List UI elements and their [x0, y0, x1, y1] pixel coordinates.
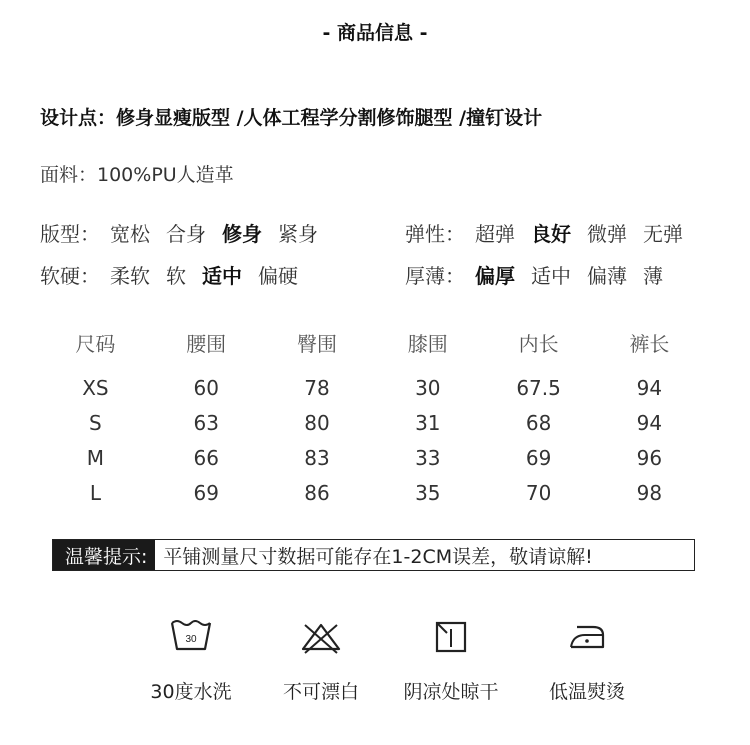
table-header-row — [40, 324, 705, 360]
fit-option: 紧身 — [278, 222, 318, 246]
table-cell: 94 — [636, 410, 663, 435]
thickness-option: 偏薄 — [587, 264, 627, 288]
table-cell: 98 — [636, 480, 663, 505]
table-cell: 69 — [193, 480, 219, 505]
elasticity-option: 无弹 — [643, 222, 683, 246]
table-cell: 66 — [193, 445, 219, 470]
table-cell: 63 — [193, 410, 219, 435]
table-cell: 70 — [525, 480, 552, 505]
table-cell: XS — [82, 375, 109, 400]
elasticity-label: 弹性： — [405, 222, 465, 246]
care-label: 低温熨烫 — [548, 681, 625, 703]
column-header: 臀围 — [296, 331, 337, 356]
table-cell: 68 — [525, 410, 552, 435]
table-cell: 96 — [636, 445, 663, 470]
tip-label: 温馨提示: — [53, 540, 155, 570]
softness-option: 偏硬 — [258, 264, 298, 288]
table-cell: S — [89, 410, 102, 435]
elasticity-option-selected: 良好 — [531, 222, 571, 246]
softness-option: 软 — [166, 264, 186, 288]
care-label: 阴凉处晾干 — [403, 681, 499, 703]
care-label: 不可漂白 — [282, 681, 359, 703]
table-cell: 69 — [525, 445, 552, 470]
table-row — [40, 370, 705, 405]
table-cell: 31 — [415, 410, 441, 435]
table-cell: 86 — [304, 480, 330, 505]
table-cell: 94 — [636, 375, 663, 400]
table-cell: 80 — [304, 410, 330, 435]
thickness-row — [405, 260, 663, 289]
size-table — [40, 324, 705, 510]
wash-temp-label: 30 — [185, 634, 197, 645]
thickness-option-selected: 偏厚 — [475, 264, 515, 288]
fit-label: 版型： — [40, 222, 100, 246]
softness-label: 软硬： — [40, 264, 100, 288]
table-cell: 35 — [415, 480, 441, 505]
fit-option: 合身 — [166, 222, 206, 246]
table-row — [40, 440, 705, 475]
care-item-dry — [386, 615, 516, 704]
fit-row — [40, 218, 318, 247]
care-item-iron — [522, 615, 652, 704]
fabric-info: 面料：100%PU人造革 — [40, 164, 234, 186]
table-cell: 67.5 — [516, 375, 561, 400]
care-label: 30度水洗 — [150, 681, 232, 703]
fit-option-selected: 修身 — [222, 222, 262, 246]
column-header: 内长 — [518, 331, 559, 356]
elasticity-option: 微弹 — [587, 222, 627, 246]
table-row — [40, 405, 705, 440]
thickness-option: 薄 — [643, 264, 663, 288]
tip-banner — [52, 539, 695, 571]
table-row — [40, 475, 705, 510]
care-item-wash — [126, 615, 256, 704]
table-cell: L — [89, 480, 101, 505]
shade-dry-icon — [429, 615, 473, 659]
elasticity-row — [405, 218, 683, 247]
section-title: - 商品信息 - — [322, 22, 428, 44]
care-item-bleach — [256, 615, 386, 704]
no-bleach-icon — [299, 615, 343, 659]
elasticity-option: 超弹 — [475, 222, 515, 246]
softness-option: 柔软 — [110, 264, 150, 288]
column-header: 膝围 — [407, 331, 448, 356]
thickness-option: 适中 — [531, 264, 571, 288]
column-header: 腰围 — [186, 331, 227, 356]
table-cell: 78 — [304, 375, 330, 400]
table-cell: M — [86, 445, 105, 470]
low-iron-icon — [565, 615, 609, 659]
fit-option: 宽松 — [110, 222, 150, 246]
tip-text: 平铺测量尺寸数据可能存在1-2CM误差，敬请谅解! — [163, 545, 593, 568]
table-cell: 83 — [304, 445, 330, 470]
column-header: 尺码 — [75, 331, 116, 356]
column-header: 裤长 — [629, 331, 670, 356]
table-cell: 33 — [415, 445, 441, 470]
softness-row — [40, 260, 298, 289]
table-cell: 30 — [415, 375, 441, 400]
softness-option-selected: 适中 — [202, 264, 242, 288]
thickness-label: 厚薄： — [405, 264, 465, 288]
table-cell: 60 — [193, 375, 219, 400]
wash-30-icon — [169, 615, 213, 659]
design-points: 设计点：修身显瘦版型 /人体工程学分割修饰腿型 /撞钉设计 — [40, 107, 543, 129]
